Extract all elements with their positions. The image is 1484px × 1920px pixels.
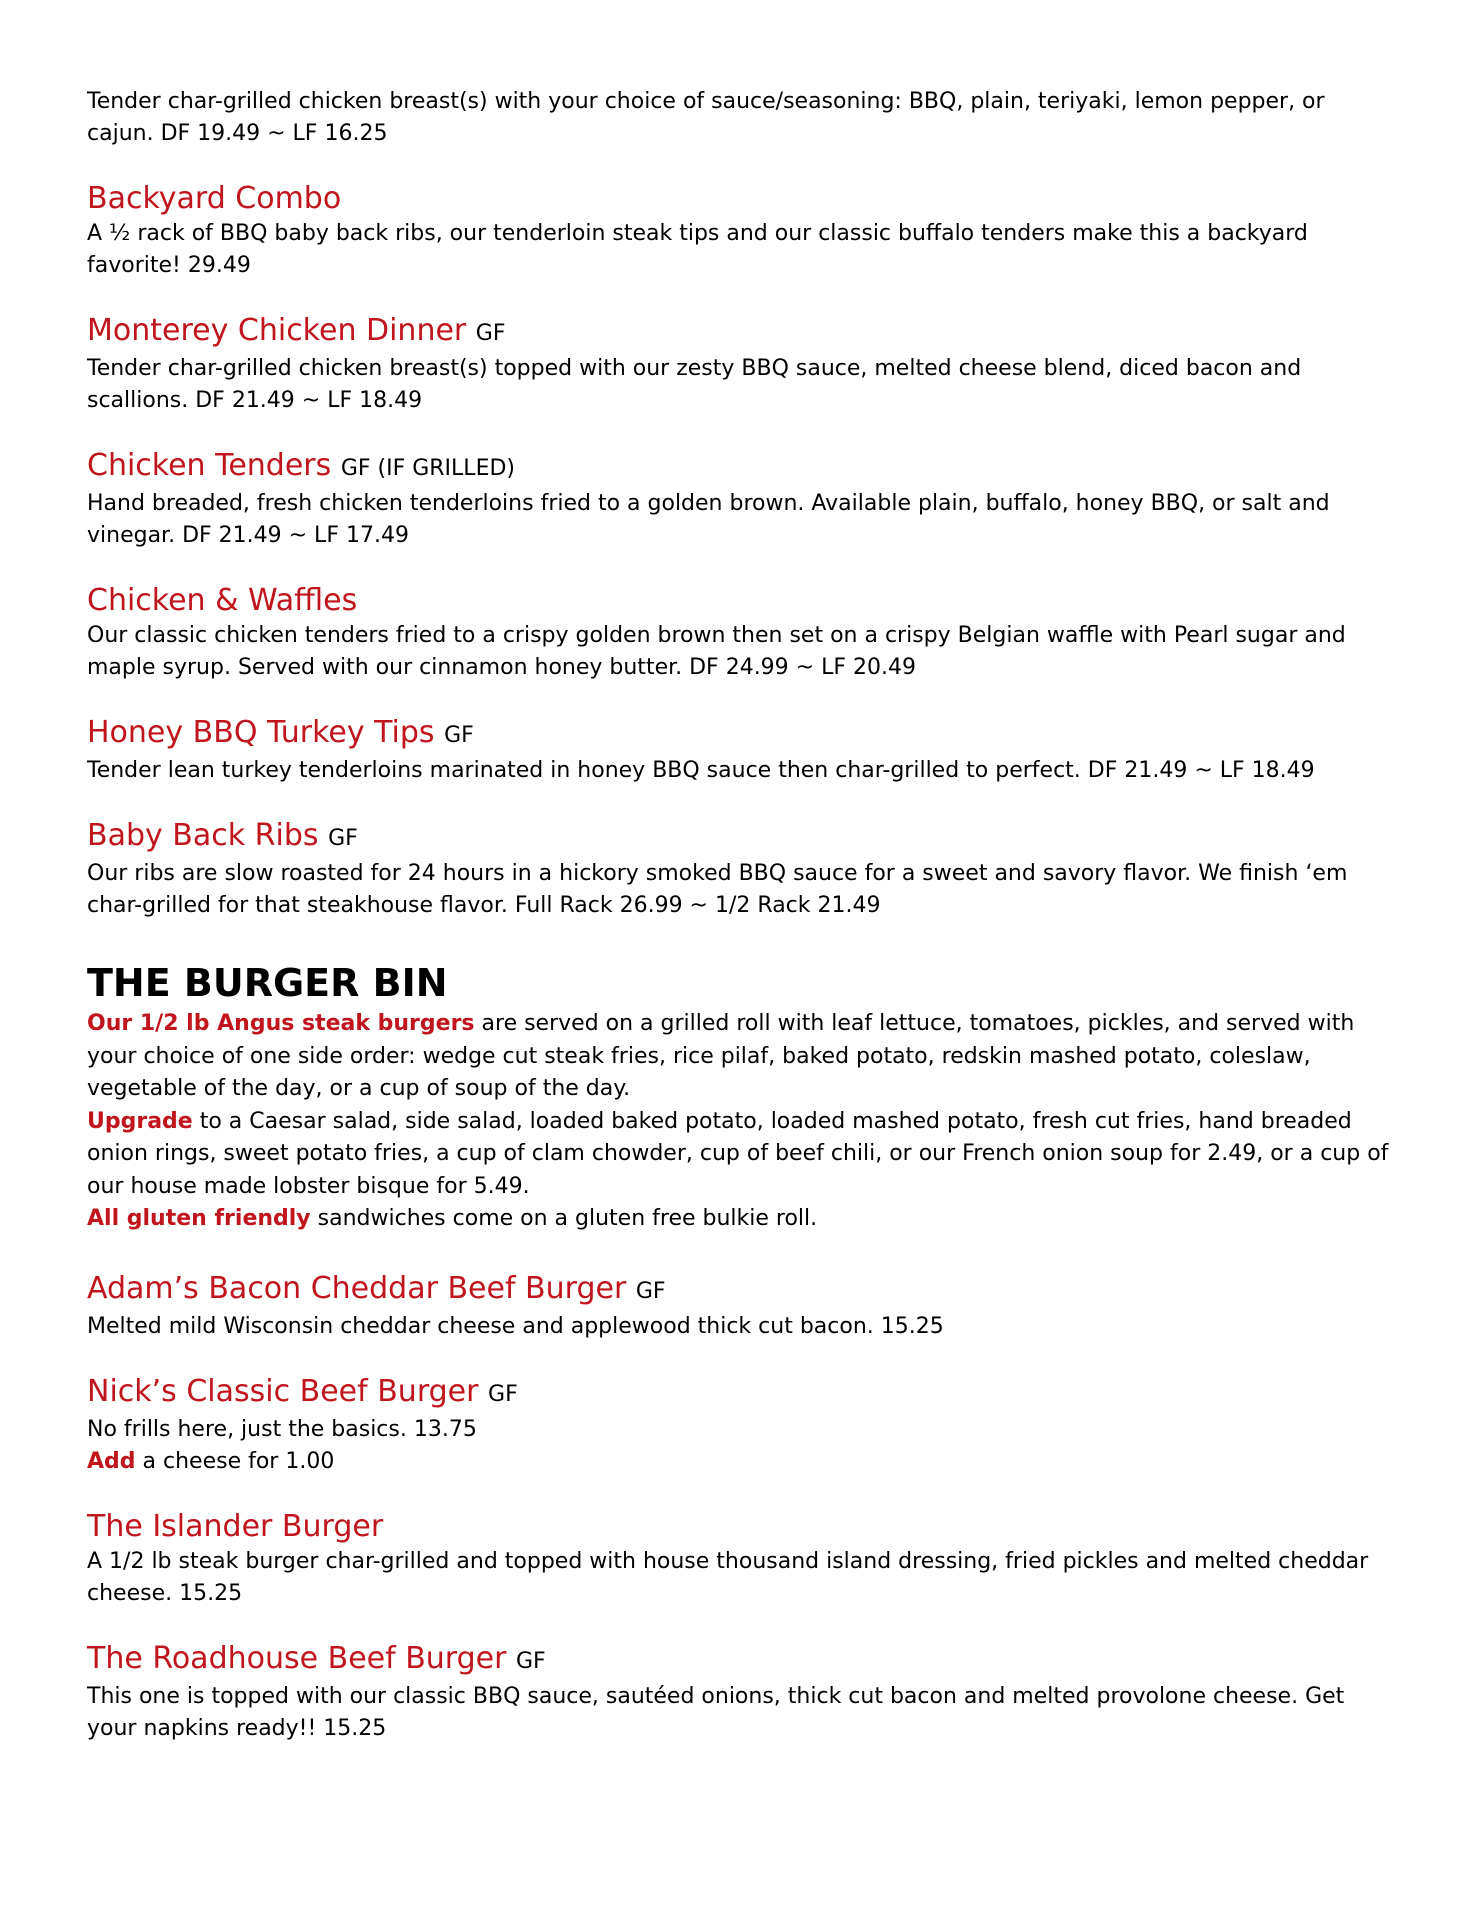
item-title (87, 817, 1394, 858)
burger-intro (87, 1008, 1394, 1236)
menu-item-chicken-tenders (87, 447, 1394, 552)
item-title (87, 582, 1394, 620)
grilled-chicken-description: Tender char-grilled chicken breast(s) with your choice of sauce/seasoning: BBQ, plain, teriyaki, lemon pepper, or cajun. DF 19.49 ~ LF 16.25 (87, 89, 1325, 146)
item-title (87, 1508, 1394, 1546)
intro-text: sandwiches come on a gluten free bulkie roll. (310, 1206, 818, 1231)
menu-item-backyard-combo (87, 180, 1394, 282)
item-name: Backyard Combo (87, 181, 342, 216)
addon-text: a cheese for 1.00 (135, 1448, 335, 1474)
item-title (87, 447, 1394, 488)
item-description: A 1/2 lb steak burger char-grilled and topped with house thousand island dressing, fried pickles and melted cheddar cheese. 15.25 (87, 1548, 1369, 1606)
item-description: Melted mild Wisconsin cheddar cheese and applewood thick cut bacon. 15.25 (87, 1313, 944, 1339)
dietary-tag: GF (328, 826, 358, 851)
menu-item-nicks-classic-burger (87, 1373, 1394, 1478)
dietary-tag: GF (444, 723, 474, 748)
item-name: Chicken & Waffles (87, 583, 358, 618)
item-title (87, 312, 1394, 353)
item-name: Nick’s Classic Beef Burger (87, 1373, 479, 1409)
intro-paragraph (87, 1106, 1394, 1204)
item-description: A ½ rack of BBQ baby back ribs, our tenderloin steak tips and our classic buffalo tenders make this a backyard favorite! 29.49 (87, 221, 1308, 278)
menu-item-honey-bbq-turkey-tips (87, 714, 1394, 787)
item-name: Honey BBQ Turkey Tips (87, 715, 435, 750)
item-description: Hand breaded, fresh chicken tenderloins fried to a golden brown. Available plain, buffalo, honey BBQ, or salt and vinegar. DF 21.49 ~ LF 17.49 (87, 491, 1330, 548)
dietary-tag: GF (635, 1278, 666, 1304)
intro-lead: Upgrade (87, 1108, 193, 1134)
item-title (87, 1640, 1394, 1681)
menu-item-chicken-waffles (87, 582, 1394, 684)
menu-item-monterey-chicken-dinner (87, 312, 1394, 417)
item-description: Our classic chicken tenders fried to a crispy golden brown then set on a crispy Belgian waffle with Pearl sugar and maple syrup. Served with our cinnamon honey butter. DF 24.99 ~ LF 20.49 (87, 623, 1346, 680)
intro-text: to a Caesar salad, side salad, loaded baked potato, loaded mashed potato, fresh cut fries, hand breaded onion rings, sweet potato fries, a cup of clam chowder, cup of beef chili, or our French onion soup for 2.49, or a cup of our house made lobster bisque for 5.49. (87, 1108, 1389, 1199)
item-description: No frills here, just the basics. 13.75 (87, 1416, 477, 1442)
menu-item-islander-burger (87, 1508, 1394, 1610)
item-name: The Islander Burger (87, 1508, 384, 1544)
item-title (87, 180, 1394, 218)
intro-lead: Our 1/2 lb Angus steak burgers (87, 1011, 475, 1036)
intro-paragraph (87, 1203, 1394, 1236)
item-name: Chicken Tenders (87, 448, 332, 483)
dietary-tag: GF (516, 1648, 546, 1674)
intro-paragraph (87, 1008, 1394, 1106)
menu-item-roadhouse-burger (87, 1640, 1394, 1745)
item-name: Baby Back Ribs (87, 818, 319, 853)
menu-item-adams-bacon-cheddar-burger (87, 1270, 1394, 1343)
addon-lead: Add (87, 1448, 136, 1474)
item-description: Our ribs are slow roasted for 24 hours in a hickory smoked BBQ sauce for a sweet and savory flavor. We finish ‘em char-grilled for that steakhouse flavor. Full Rack 26.99 ~ 1/2 Rack 21.49 (87, 861, 1348, 918)
dietary-tag: GF (IF GRILLED) (340, 456, 515, 481)
dietary-tag: GF (488, 1381, 518, 1407)
item-description: Tender char-grilled chicken breast(s) topped with our zesty BBQ sauce, melted cheese blend, diced bacon and scallions. DF 21.49 ~ LF 18.49 (87, 356, 1302, 413)
intro-lead: All gluten friendly (87, 1206, 311, 1231)
section-title-burger-bin: THE BURGER BIN (87, 961, 448, 1005)
item-title (87, 1270, 1394, 1311)
item-name: Monterey Chicken Dinner (87, 313, 467, 348)
menu-item-baby-back-ribs (87, 817, 1394, 922)
item-name: Adam’s Bacon Cheddar Beef Burger (87, 1270, 627, 1306)
item-addon (87, 1446, 1394, 1478)
item-description: Tender lean turkey tenderloins marinated in honey BBQ sauce then char-grilled to perfect. DF 21.49 ~ LF 18.49 (87, 758, 1315, 783)
item-description: This one is topped with our classic BBQ sauce, sautéed onions, thick cut bacon and melted provolone cheese. Get your napkins ready!! 15.25 (87, 1683, 1345, 1741)
item-title (87, 1373, 1394, 1414)
dietary-tag: GF (475, 321, 506, 346)
item-title (87, 714, 1394, 755)
item-name: The Roadhouse Beef Burger (87, 1640, 507, 1676)
intro-text: are served on a grilled roll with leaf lettuce, tomatoes, pickles, and served with your choice of one side order: wedge cut steak fries, rice pilaf, baked potato, redskin mashed potato, coleslaw, vegetable of the day, or a cup of soup of the day. (87, 1011, 1355, 1101)
